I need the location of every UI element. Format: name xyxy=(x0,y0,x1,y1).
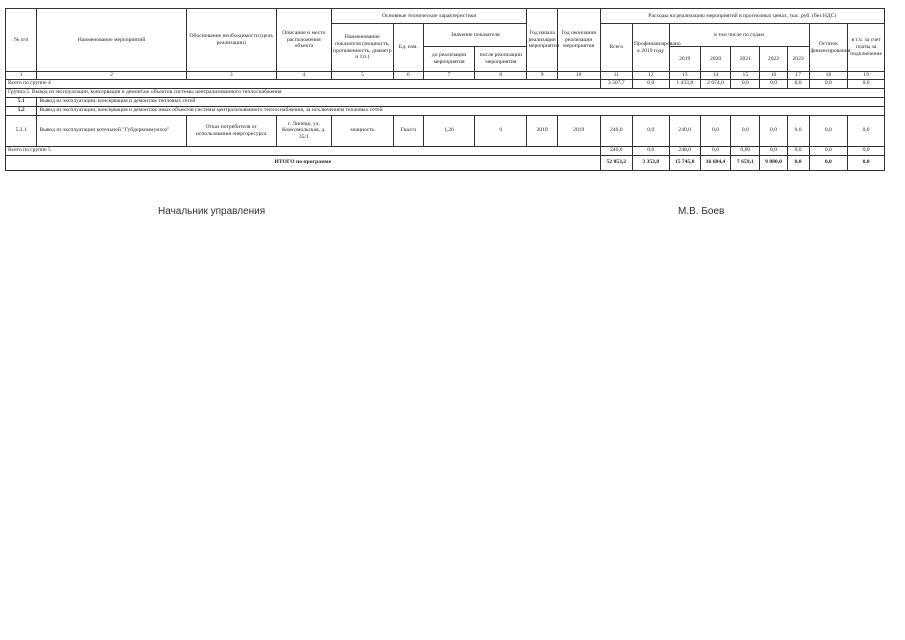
subgroup-5-2-row xyxy=(6,106,885,115)
col-number: 10 xyxy=(557,72,600,80)
value-cell: 1 433,8 xyxy=(669,79,700,88)
item-5-2-1-row xyxy=(6,115,885,146)
col-number: 16 xyxy=(760,72,787,80)
hdr-remaining: Остаток финансирования xyxy=(809,24,848,72)
subgroup-5-1-row xyxy=(6,97,885,106)
value-cell: 240,0 xyxy=(669,146,700,155)
hdr-year-end: Год окончания реализации мероприятия xyxy=(557,9,600,72)
value-cell: 0,0 xyxy=(809,115,848,146)
item-reason: Отказ потребителя от использования энергоресурса xyxy=(186,115,276,146)
value-cell: 240,0 xyxy=(669,115,700,146)
col-number: 12 xyxy=(632,72,669,80)
value-cell: 0,00 xyxy=(731,146,760,155)
value-cell: 0,0 xyxy=(760,146,787,155)
value-cell: 15 745,8 xyxy=(669,155,700,170)
col-number: 15 xyxy=(731,72,760,80)
col-number: 4 xyxy=(276,72,331,80)
program-table-sheet xyxy=(5,8,885,171)
hdr-costs-group: Расходы на реализацию мероприятий в прогнозных ценах, тыс. руб. (без НДС) xyxy=(600,9,884,24)
item-unit: Гкал/ч xyxy=(393,115,423,146)
item-number: 5.2.1 xyxy=(6,115,37,146)
value-cell: 3 507,7 xyxy=(600,79,632,88)
value-cell: 0,0 xyxy=(760,79,787,88)
hdr-tech-unit: Ед. изм. xyxy=(393,24,423,72)
item-after: 0 xyxy=(475,115,527,146)
col-number: 3 xyxy=(186,72,276,80)
hdr-by-years: в том числе по годам xyxy=(669,24,809,47)
value-cell: 0,0 xyxy=(700,115,730,146)
item-before: 1,26 xyxy=(423,115,474,146)
value-cell: 0,0 xyxy=(632,79,669,88)
value-cell: 0,0 xyxy=(809,155,848,170)
col-number: 18 xyxy=(809,72,848,80)
value-cell: 0,0 xyxy=(787,146,809,155)
value-cell: 2 074,0 xyxy=(700,79,730,88)
group5-title: Группа 5. Вывод из эксплуатации, консервация и демонтаж объектов системы централизованного теплоснабжения xyxy=(6,88,885,97)
col-number: 13 xyxy=(669,72,700,80)
subgroup-title: Вывод из эксплуатации, консервация и демонтаж тепловых сетей xyxy=(37,97,885,106)
value-cell: 0,0 xyxy=(848,146,885,155)
program-total-label: ИТОГО по программе xyxy=(6,155,601,170)
hdr-tech-group: Основные технические характеристики xyxy=(332,9,527,24)
header-row-1 xyxy=(6,9,885,24)
hdr-year: 2020 xyxy=(700,47,730,72)
hdr-tech-value: Значение показателя xyxy=(423,24,526,47)
value-cell: 16 684,4 xyxy=(700,155,730,170)
value-cell: 0,0 xyxy=(632,115,669,146)
value-cell: 0,0 xyxy=(848,155,885,170)
program-total-row xyxy=(6,155,885,170)
value-cell: 240,0 xyxy=(600,146,632,155)
value-cell: 0,0 xyxy=(848,115,885,146)
value-cell: 0,0 xyxy=(848,79,885,88)
subgroup-number: 5.2 xyxy=(6,106,37,115)
hdr-tech-name: Наименование показателя (мощность, протяженность, диаметр и т.п.) xyxy=(332,24,394,72)
col-number: 2 xyxy=(37,72,186,80)
item-year-end: 2019 xyxy=(557,115,600,146)
value-cell: 240,0 xyxy=(600,115,632,146)
program-table xyxy=(5,8,885,171)
value-cell: 7 659,1 xyxy=(731,155,760,170)
value-cell: 0,0 xyxy=(700,146,730,155)
hdr-year: 2021 xyxy=(731,47,760,72)
col-number: 1 xyxy=(6,72,37,80)
col-number: 17 xyxy=(787,72,809,80)
item-year-start: 2019 xyxy=(527,115,557,146)
signatory-title: Начальник управления xyxy=(158,206,266,217)
hdr-year-start: Год начала реализации мероприятия xyxy=(527,9,557,72)
col-number: 11 xyxy=(600,72,632,80)
value-cell: 9 080,0 xyxy=(760,155,787,170)
value-cell: 0,0 xyxy=(760,115,787,146)
value-cell: 0,0 xyxy=(632,146,669,155)
value-cell: 0,0 xyxy=(809,79,848,88)
value-cell: 52 853,2 xyxy=(600,155,632,170)
value-cell: 0,0 xyxy=(787,115,809,146)
value-cell: 0,0 xyxy=(787,155,809,170)
subgroup-title: Вывод из эксплуатации, консервация и демонтаж иных объектов системы централизованного теплоснабжения, за исключением тепловых сетей xyxy=(37,106,885,115)
hdr-num: № п/п xyxy=(6,9,37,72)
group5-total-row xyxy=(6,146,885,155)
col-number: 19 xyxy=(848,72,885,80)
value-cell: 0,0 xyxy=(809,146,848,155)
group4-total-label: Всего по группе 4 xyxy=(6,79,601,88)
value-cell: 3 353,8 xyxy=(632,155,669,170)
group4-total-row xyxy=(6,79,885,88)
hdr-incl-fee: в т.ч. за счет платы за подключение xyxy=(848,24,885,72)
col-number: 14 xyxy=(700,72,730,80)
hdr-tech-before: до реализации мероприятия xyxy=(423,47,474,72)
item-name: Вывод из эксплуатации котельной "Губдоркоммунхоз" xyxy=(37,115,186,146)
hdr-name: Наименование мероприятий xyxy=(37,9,186,72)
group5-total-label: Всего по группе 5 xyxy=(6,146,601,155)
value-cell: 0,0 xyxy=(731,79,760,88)
subgroup-number: 5.1 xyxy=(6,97,37,106)
col-number: 6 xyxy=(393,72,423,80)
hdr-financed: Профинансировано к 2019 году xyxy=(632,24,669,72)
item-indicator: мощность xyxy=(332,115,394,146)
col-number: 5 xyxy=(332,72,394,80)
col-number: 8 xyxy=(475,72,527,80)
value-cell: 0,0 xyxy=(731,115,760,146)
hdr-year: 2019 xyxy=(669,47,700,72)
value-cell: 0,0 xyxy=(787,79,809,88)
hdr-place: Описание и место расположения объекта xyxy=(276,9,331,72)
hdr-reason: Обоснование необходимости (цель реализации) xyxy=(186,9,276,72)
col-number: 7 xyxy=(423,72,474,80)
signatory-name: М.В. Боев xyxy=(678,206,725,217)
hdr-year: 2022 xyxy=(760,47,787,72)
hdr-total: Всего xyxy=(600,24,632,72)
col-number: 9 xyxy=(527,72,557,80)
hdr-tech-after: после реализации мероприятия xyxy=(475,47,527,72)
group5-title-row xyxy=(6,88,885,97)
hdr-year: 2023 xyxy=(787,47,809,72)
item-place: г. Липецк, ул. Комсомольская, д. 35/1 xyxy=(276,115,331,146)
column-number-row xyxy=(6,72,885,80)
